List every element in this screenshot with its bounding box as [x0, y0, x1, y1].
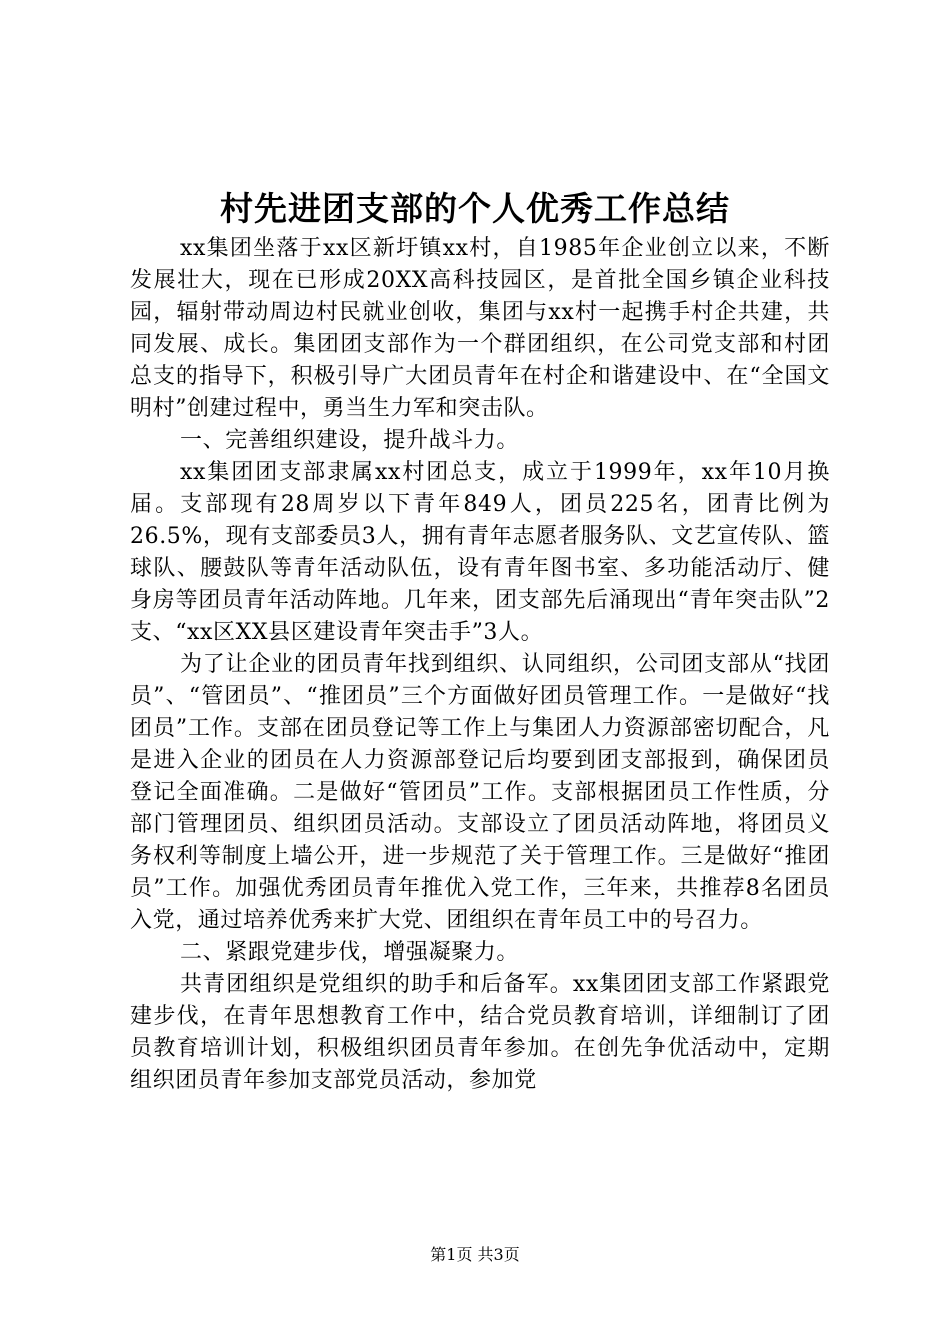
document-title: 村先进团支部的个人优秀工作总结	[220, 189, 730, 228]
paragraph-party-building: 共青团组织是党组织的助手和后备军。xx集团团支部工作紧跟党建步伐，在青年思想教育工作中，结合党员教育培训，详细制订了团员教育培训计划，积极组织团员青年参加。在创先争优活动中，定期组织团员青年参加支部党员活动，参加党	[130, 972, 830, 1093]
document-body	[130, 233, 830, 1097]
paragraph-member-management: 为了让企业的团员青年找到组织、认同组织，公司团支部从“找团员”、“管团员”、“推团员”三个方面做好团员管理工作。一是做好“找团员”工作。支部在团员登记等工作上与集团人力资源部密切配合，凡是进入企业的团员在人力资源部登记后均要到团支部报到，确保团员登记全面准确。二是做好“管团员”工作。支部根据团员工作性质，分部门管理团员、组织团员活动。支部设立了团员活动阵地，将团员义务权利等制度上墙公开，进一步规范了关于管理工作。三是做好“推团员”工作。加强优秀团员青年推优入党工作，三年来，共推荐8名团员入党，通过培养优秀来扩大党、团组织在青年员工中的号召力。	[130, 652, 830, 933]
paragraph-intro: xx集团坐落于xx区新圩镇xx村，自1985年企业创立以来，不断发展壮大，现在已形成20XX高科技园区，是首批全国乡镇企业科技园，辐射带动周边村民就业创收，集团与xx村一起携手村企共建，共同发展、成长。集团团支部作为一个群团组织，在公司党支部和村团总支的指导下，积极引导广大团员青年在村企和谐建设中、在“全国文明村”创建过程中，勇当生力军和突击队。	[130, 236, 830, 421]
page-number-footer: 第1页 共3页	[430, 1245, 520, 1264]
paragraph-branch-overview: xx集团团支部隶属xx村团总支，成立于1999年，xx年10月换届。支部现有28周岁以下青年849人，团员225名，团青比例为26.5%，现有支部委员3人，拥有青年志愿者服务队、文艺宣传队、篮球队、腰鼓队等青年活动队伍，设有青年图书室、多功能活动厅、健身房等团员青年活动阵地。几年来，团支部先后涌现出“青年突击队”2支、“xx区XX县区建设青年突击手”3人。	[130, 460, 830, 645]
section-heading-2: 二、紧跟党建步伐，增强凝聚力。	[180, 940, 520, 965]
section-heading-1: 一、完善组织建设，提升战斗力。	[180, 428, 520, 453]
